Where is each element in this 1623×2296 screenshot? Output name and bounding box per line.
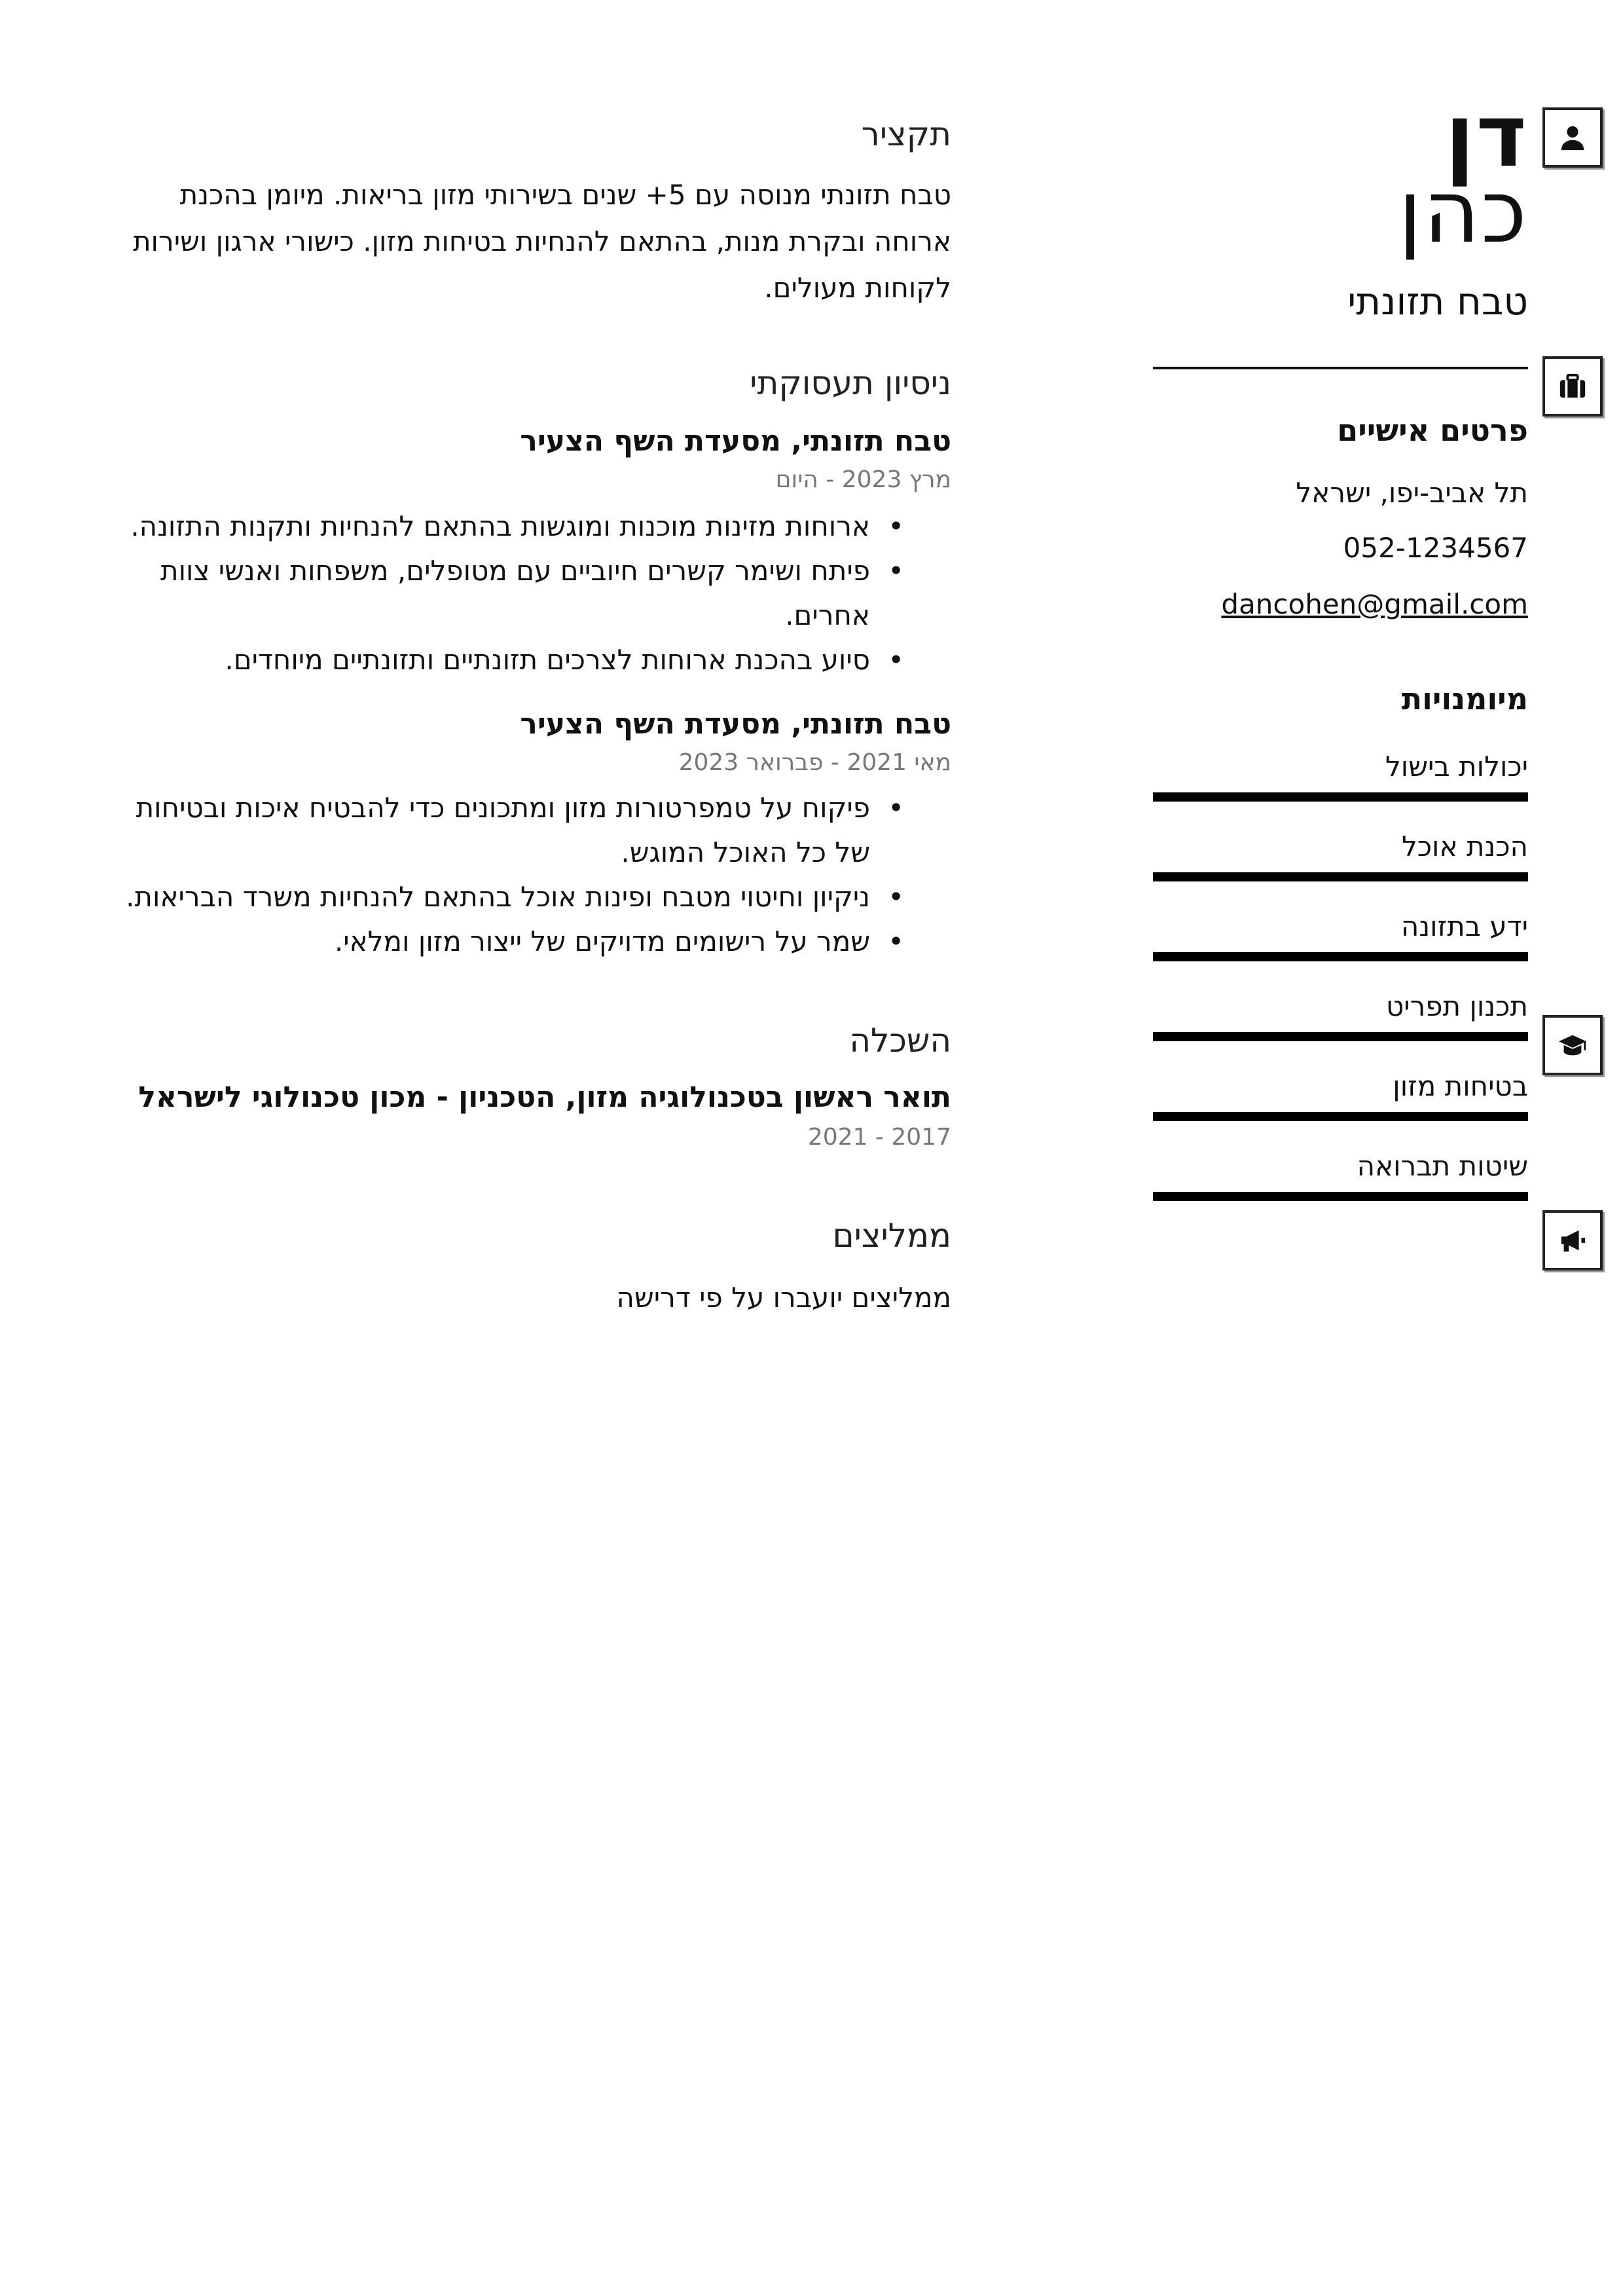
skill-label: שיטות תברואה — [1357, 1150, 1528, 1182]
skill-label: תכנון תפריט — [1385, 990, 1528, 1022]
skills-heading: מיומנויות — [1401, 681, 1528, 716]
job-bullets — [124, 786, 951, 964]
megaphone-icon — [1542, 1210, 1603, 1270]
user-icon — [1542, 107, 1603, 168]
location: תל אביב-יפו, ישראל — [1296, 477, 1528, 509]
education-dates: 2017 - 2021 — [807, 1124, 951, 1151]
job-title: טבח תזונתי, מסעדת השף הצעיר — [520, 707, 951, 741]
skill-bar — [1153, 872, 1528, 881]
last-name: כהן — [1398, 162, 1528, 263]
skill-label: ידע בתזונה — [1400, 910, 1528, 942]
skill-bar — [1153, 1032, 1528, 1041]
list-item: • ארוחות מזינות מוכנות ומוגשות בהתאם להנחיות ותקנות התזונה. — [124, 504, 951, 549]
job-role: טבח תזונתי — [1347, 279, 1528, 324]
first-name: דן — [1445, 86, 1528, 187]
list-item: • סיוע בהכנת ארוחות לצרכים תזונתיים ותזונתיים מיוחדים. — [124, 638, 951, 682]
phone: 052-1234567 — [1343, 532, 1528, 564]
skill-label: יכולות בישול — [1385, 750, 1528, 783]
skill-bar — [1153, 792, 1528, 802]
job-dates: מרץ 2023 - היום — [775, 466, 951, 493]
experience-heading: ניסיון תעסוקתי — [750, 364, 951, 402]
list-item: • פיתח ושימר קשרים חיוביים עם מטופלים, משפחות ואנשי צוות אחרים. — [124, 549, 951, 638]
skill-bar — [1153, 952, 1528, 961]
degree: תואר ראשון בטכנולוגיה מזון, הטכניון - מכון טכנולוגי לישראל — [138, 1081, 951, 1114]
skill-bar — [1153, 1192, 1528, 1201]
job-title: טבח תזונתי, מסעדת השף הצעיר — [520, 424, 951, 458]
references-heading: ממליצים — [832, 1217, 951, 1255]
summary-text: טבח תזונתי מנוסה עם 5+ שנים בשירותי מזון בריאות. מיומן בהכנת ארוחה ובקרת מנות, בהתאם להנחיות בטיחות מזון. כישורי ארגון ושירות לקוחות מעולים. — [132, 179, 951, 304]
education-heading: השכלה — [849, 1022, 951, 1060]
candidate-name — [1398, 86, 1528, 263]
personal-details-heading: פרטים אישיים — [1337, 413, 1528, 448]
skill-label: בטיחות מזון — [1393, 1070, 1528, 1102]
summary-heading: תקציר — [861, 115, 951, 153]
list-item: • שמר על רישומים מדויקים של ייצור מזון ומלאי. — [124, 919, 951, 964]
briefcase-icon — [1542, 356, 1603, 417]
references-text: ממליצים יועברו על פי דרישה — [616, 1282, 951, 1314]
job-dates: מאי 2021 - פברואר 2023 — [678, 749, 951, 776]
email-link[interactable]: dancohen@gmail.com — [1221, 588, 1528, 620]
graduation-cap-icon — [1542, 1015, 1603, 1075]
skill-bar — [1153, 1112, 1528, 1121]
list-item: • ניקיון וחיטוי מטבח ופינות אוכל בהתאם להנחיות משרד הבריאות. — [124, 875, 951, 919]
job-bullets — [124, 504, 951, 682]
skill-label: הכנת אוכל — [1401, 830, 1528, 862]
list-item: • פיקוח על טמפרטורות מזון ומתכונים כדי להבטיח איכות ובטיחות של כל האוכל המוגש. — [124, 786, 951, 875]
divider — [1153, 367, 1528, 369]
